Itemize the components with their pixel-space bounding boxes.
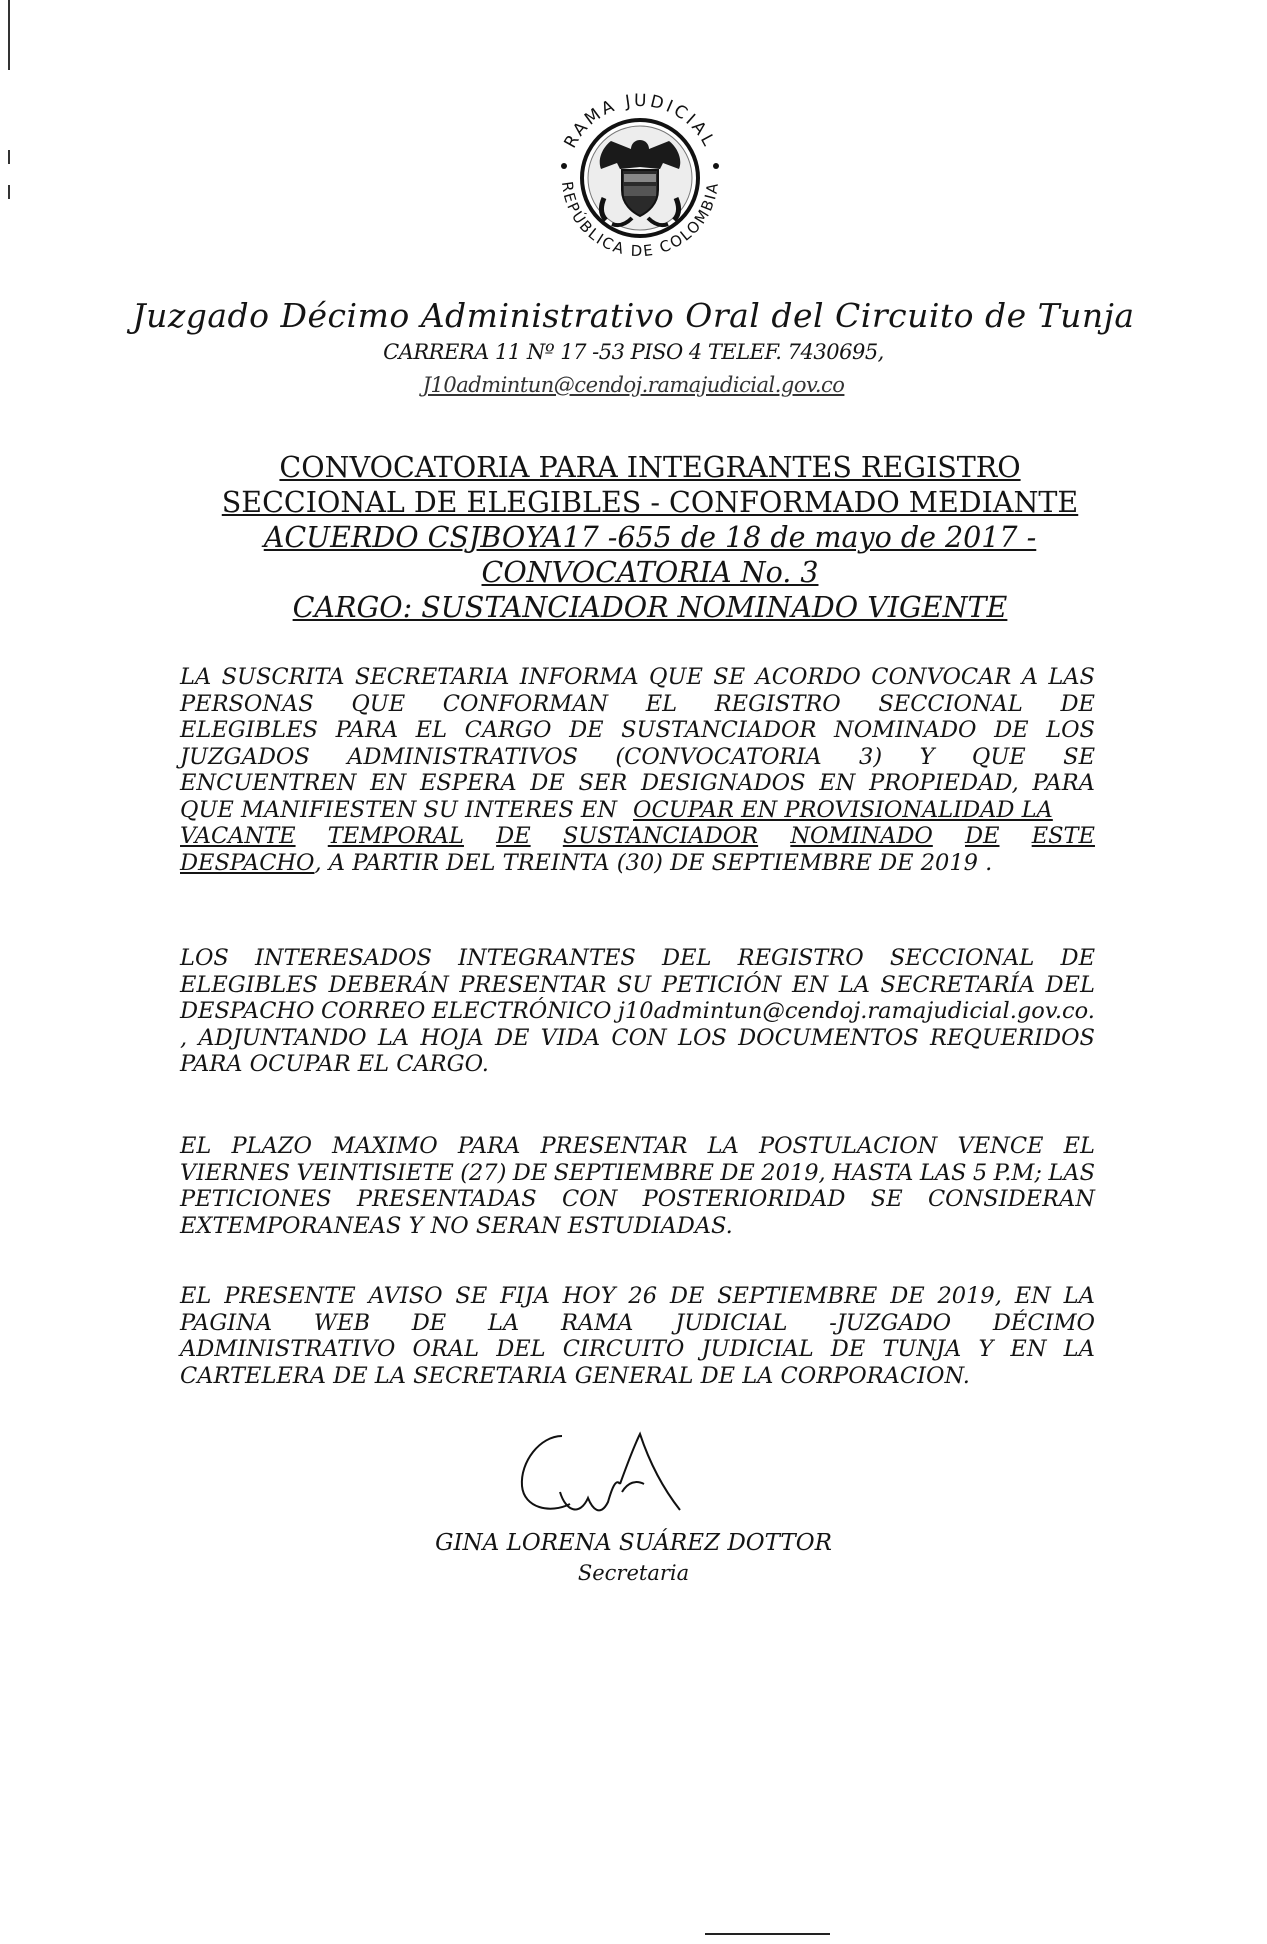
word: SECRETARIA xyxy=(354,664,510,690)
word: NOMINADO xyxy=(790,823,933,849)
word: EL xyxy=(645,690,678,717)
word: DE xyxy=(530,770,565,796)
word: POSTERIORIDAD xyxy=(642,1186,846,1212)
scan-edge-mark xyxy=(8,150,10,164)
rama-judicial-seal xyxy=(540,78,740,278)
word: DEL xyxy=(662,945,712,971)
word: LAS xyxy=(1048,1159,1095,1186)
word: EN xyxy=(1014,1283,1051,1309)
text-run: , A PARTIR DEL TREINTA (30) DE SEPTIEMBRE DE 2019 . xyxy=(314,849,993,876)
word: LA xyxy=(1063,1336,1095,1362)
word: 26 xyxy=(628,1283,658,1309)
scan-edge-mark xyxy=(8,0,10,70)
word: PETICIÓN xyxy=(661,971,782,998)
paragraph-line xyxy=(180,1160,1095,1187)
word: CONVOCAR xyxy=(871,664,1012,690)
paragraph-line: PARA OCUPAR EL CARGO. xyxy=(180,1051,489,1077)
paragraph-line xyxy=(180,664,1095,691)
word: P.M; xyxy=(993,1159,1042,1186)
word: CIRCUITO xyxy=(562,1336,685,1362)
word: DE xyxy=(830,1336,866,1362)
word: DESIGNADOS xyxy=(640,770,806,796)
word: DE xyxy=(494,1024,530,1051)
word: j10admintun@cendoj.ramajudicial.gov.co. xyxy=(617,998,1095,1024)
bottom-rule xyxy=(705,1933,830,1935)
word: DE xyxy=(411,1309,447,1336)
word: PLAZO xyxy=(231,1133,312,1159)
word: ELEGIBLES xyxy=(180,717,318,743)
word: INTERESADOS xyxy=(255,945,432,971)
word: REGISTRO xyxy=(737,945,864,971)
word: SEPTIEMBRE xyxy=(553,1159,714,1186)
word: LOS xyxy=(678,1024,727,1051)
court-address: CARRERA 11 Nº 17 -53 PISO 4 TELEF. 7430695, xyxy=(383,340,884,364)
word: ENCUENTREN xyxy=(180,770,357,796)
word: LAS xyxy=(1048,664,1095,690)
word: DE xyxy=(669,1283,705,1309)
word: ESTE xyxy=(1031,823,1095,849)
paragraph-line xyxy=(180,1133,1095,1160)
word: DE xyxy=(994,717,1029,743)
word: CON xyxy=(611,1024,667,1051)
word: LA xyxy=(838,971,870,998)
word: EN xyxy=(1010,1336,1047,1362)
seal-top-text: RAMA JUDICIAL xyxy=(560,90,720,152)
word: DÉCIMO xyxy=(992,1309,1095,1336)
word: CORREO xyxy=(320,998,426,1024)
word: DE xyxy=(1060,945,1095,971)
text-run-underlined: OCUPAR EN PROVISIONALIDAD LA xyxy=(633,796,1053,823)
word: , xyxy=(180,1024,188,1051)
word: ADJUNTANDO xyxy=(198,1024,367,1051)
word: CON xyxy=(561,1186,618,1212)
title-line-3: ACUERDO CSJBOYA17 -655 de 18 de mayo de 2017 - xyxy=(263,521,1037,554)
word: SE xyxy=(870,1186,903,1212)
word: QUE xyxy=(649,664,703,690)
word: EL xyxy=(180,1283,212,1309)
word: ORAL xyxy=(412,1336,480,1362)
word: PARA xyxy=(335,717,399,743)
word: DESPACHO xyxy=(180,998,315,1024)
scan-edge-mark xyxy=(8,185,10,199)
word: LA xyxy=(377,1024,410,1051)
word: SE xyxy=(713,664,746,690)
notice-title xyxy=(200,450,1100,625)
word: MAXIMO xyxy=(332,1133,438,1159)
paragraph-line xyxy=(180,691,1095,718)
word: DE xyxy=(890,1283,925,1309)
word: JUDICIAL xyxy=(675,1309,788,1336)
word: POSTULACION xyxy=(758,1133,938,1159)
word: ELECTRÓNICO xyxy=(431,998,612,1024)
paragraph-line xyxy=(180,945,1095,972)
word: SECRETARÍA xyxy=(880,971,1035,998)
title-line-1: CONVOCATORIA PARA INTEGRANTES REGISTRO xyxy=(279,451,1021,484)
word: JUDICIAL xyxy=(701,1336,814,1362)
word: ADMINISTRATIVO xyxy=(180,1336,396,1362)
word: DE xyxy=(720,1159,755,1186)
word: PAGINA xyxy=(180,1309,273,1336)
paragraph-line xyxy=(180,744,1095,771)
word: PRESENTADAS xyxy=(356,1186,537,1212)
word: VACANTE xyxy=(180,823,296,849)
word: VIDA xyxy=(540,1024,601,1051)
word: CONFORMAN xyxy=(442,690,609,717)
signer-name: GINA LORENA SUÁREZ DOTTOR xyxy=(435,1530,832,1556)
word: DOCUMENTOS xyxy=(738,1024,919,1051)
word: TEMPORAL xyxy=(327,823,464,849)
word: SECCIONAL xyxy=(878,690,1023,717)
word: QUE xyxy=(351,690,406,717)
word: PARA xyxy=(457,1133,521,1159)
paragraph-line xyxy=(180,797,1095,824)
word: Y xyxy=(919,743,935,770)
word: ESPERA xyxy=(420,770,517,796)
word: LOS xyxy=(180,945,229,971)
word: LA xyxy=(487,1309,520,1336)
word: EN xyxy=(792,971,829,998)
word: EL xyxy=(1063,1133,1095,1159)
word: AVISO xyxy=(368,1283,443,1309)
word: REQUERIDOS xyxy=(930,1024,1095,1051)
paragraph-posting xyxy=(180,1283,1095,1389)
word: 2019, xyxy=(761,1159,826,1186)
word: Y xyxy=(978,1336,994,1362)
paragraph-line xyxy=(180,717,1095,744)
word: HASTA xyxy=(832,1159,914,1186)
paragraph-line xyxy=(180,770,1095,797)
word: 2019, xyxy=(937,1283,1002,1309)
word: JUZGADOS xyxy=(180,743,310,770)
word: ACORDO xyxy=(755,664,861,690)
seal-bottom-text: REPÚBLICA DE COLOMBIA xyxy=(557,180,723,261)
paragraph-line xyxy=(180,1310,1095,1337)
word: PERSONAS xyxy=(180,690,314,717)
word: INTEGRANTES xyxy=(458,945,636,971)
word: RAMA xyxy=(560,1309,634,1336)
word: SU xyxy=(616,971,652,998)
title-line-5: CARGO: SUSTANCIADOR NOMINADO VIGENTE xyxy=(292,591,1008,624)
word: SER xyxy=(578,770,628,796)
word: DE xyxy=(569,717,604,743)
word: INFORMA xyxy=(519,664,639,690)
word: ADMINISTRATIVOS xyxy=(347,743,578,770)
word: TUNJA xyxy=(882,1336,962,1362)
word: CARGO xyxy=(464,717,552,743)
word: PROPIEDAD, xyxy=(869,770,1019,796)
paragraph-line xyxy=(180,823,1095,850)
word: CONSIDERAN xyxy=(927,1186,1095,1212)
word: EL xyxy=(415,717,448,743)
paragraph-instructions xyxy=(180,945,1095,1078)
paragraph-line xyxy=(180,1186,1095,1213)
paragraph-line xyxy=(180,998,1095,1025)
word: LA xyxy=(707,1133,739,1159)
court-email: J10admintun@cendoj.ramajudicial.gov.co xyxy=(422,373,845,397)
word: VEINTISIETE xyxy=(296,1159,454,1186)
paragraph-convocation xyxy=(180,664,1095,876)
word: 3) xyxy=(859,743,883,770)
word: SEPTIEMBRE xyxy=(717,1283,878,1309)
word: EN xyxy=(370,770,407,796)
title-line-2: SECCIONAL DE ELEGIBLES - CONFORMADO MEDIANTE xyxy=(221,486,1079,519)
word: DE xyxy=(1060,690,1095,717)
word: SUSCRITA xyxy=(221,664,345,690)
word: DEL xyxy=(496,1336,546,1362)
word: QUE xyxy=(971,743,1026,770)
word: (CONVOCATORIA xyxy=(615,743,822,770)
word: (27) xyxy=(460,1159,507,1186)
word: -JUZGADO xyxy=(829,1309,952,1336)
handwritten-signature xyxy=(500,1422,720,1532)
paragraph-line xyxy=(180,1336,1095,1363)
word: DE xyxy=(496,823,531,849)
signer-role: Secretaria xyxy=(577,1561,690,1585)
word: A xyxy=(1021,664,1038,690)
word: DE xyxy=(512,1159,548,1186)
word: PRESENTAR xyxy=(459,971,607,998)
title-line-4: CONVOCATORIA No. 3 xyxy=(481,556,819,589)
word: SECCIONAL xyxy=(889,945,1035,971)
word: 5 xyxy=(972,1159,988,1186)
paragraph-line: CARTELERA DE LA SECRETARIA GENERAL DE LA CORPORACION. xyxy=(180,1362,970,1389)
word: DEBERÁN xyxy=(328,971,449,998)
word: VENCE xyxy=(957,1133,1044,1159)
paragraph-line xyxy=(180,1025,1095,1052)
word: SE xyxy=(1063,743,1095,770)
word: SUSTANCIADOR xyxy=(621,717,817,743)
word: LA xyxy=(180,664,212,690)
word: FIJA xyxy=(500,1283,550,1309)
word: WEB xyxy=(313,1309,370,1336)
word: SE xyxy=(455,1283,488,1309)
word: ELEGIBLES xyxy=(180,971,318,998)
word: EN xyxy=(819,770,856,796)
word: PETICIONES xyxy=(180,1186,332,1212)
word: PRESENTE xyxy=(224,1283,356,1309)
word: PARA xyxy=(1032,770,1095,796)
paragraph-deadline xyxy=(180,1133,1095,1239)
word: HOJA xyxy=(420,1024,484,1051)
court-name: Juzgado Décimo Administrativo Oral del Circuito de Tunja xyxy=(132,296,1135,335)
paragraph-line: EXTEMPORANEAS Y NO SERAN ESTUDIADAS. xyxy=(180,1212,733,1239)
text-run: QUE MANIFIESTEN SU INTERES EN xyxy=(180,796,618,823)
paragraph-line xyxy=(180,972,1095,999)
word: DE xyxy=(965,823,1000,849)
word: NOMINADO xyxy=(834,717,977,743)
word: HOY xyxy=(562,1283,616,1309)
word: REGISTRO xyxy=(714,690,841,717)
word: LA xyxy=(1063,1283,1095,1309)
word: LOS xyxy=(1046,717,1095,743)
word: VIERNES xyxy=(180,1159,291,1186)
word: SUSTANCIADOR xyxy=(562,823,759,849)
word: PRESENTAR xyxy=(540,1133,688,1159)
paragraph-line xyxy=(180,1283,1095,1310)
word: DEL xyxy=(1045,971,1095,998)
text-run-underlined: DESPACHO xyxy=(180,849,315,876)
word: LAS xyxy=(919,1159,967,1186)
paragraph-line xyxy=(180,850,1095,877)
word: EL xyxy=(180,1133,212,1159)
